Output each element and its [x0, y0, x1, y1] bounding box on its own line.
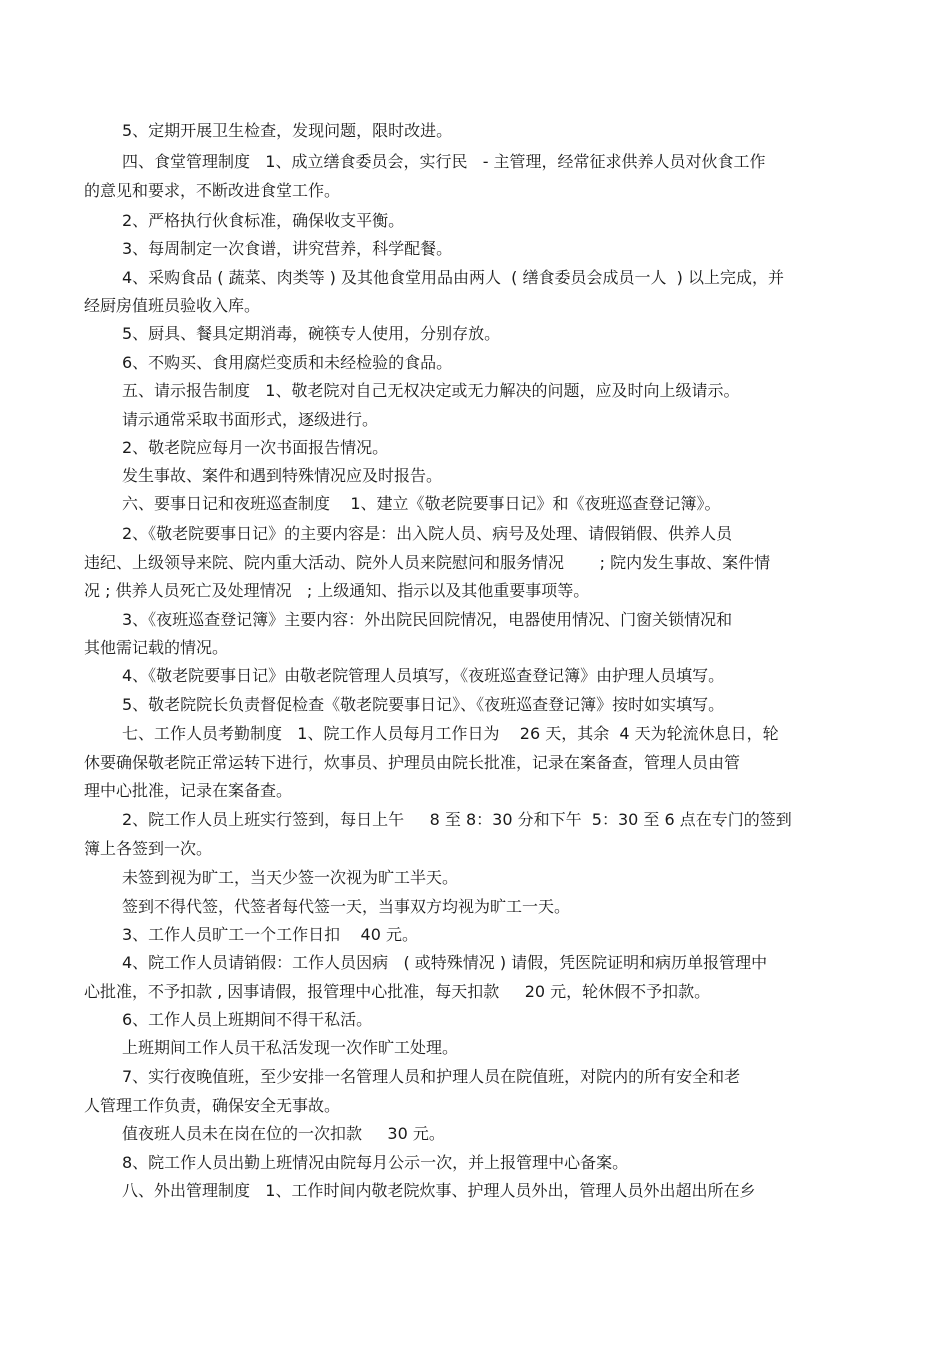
text-line: 2、《敬老院要事日记》的主要内容是：出入院人员、病号及处理、请假销假、供养人员	[122, 524, 733, 543]
text-line: 2、院工作人员上班实行签到，每日上午 8 至 8：30 分和下午 5：30 至 6 点在专门的签到	[122, 810, 792, 829]
text-line: 6、工作人员上班期间不得干私活。	[122, 1010, 373, 1029]
text-line: 签到不得代签，代签者每代签一天，当事双方均视为旷工一天。	[122, 897, 571, 916]
text-line: 六、要事日记和夜班巡查制度 1、建立《敬老院要事日记》和《夜班巡查登记簿》。	[122, 494, 721, 513]
text-line: 簿上各签到一次。	[84, 839, 213, 858]
text-line: 2、敬老院应每月一次书面报告情况。	[122, 438, 389, 457]
text-line: 8、院工作人员出勤上班情况由院每月公示一次，并上报管理中心备案。	[122, 1153, 629, 1172]
text-line: 休要确保敬老院正常运转下进行，炊事员、护理员由院长批准，记录在案备查，管理人员由管	[84, 753, 741, 772]
text-line: 请示通常采取书面形式，逐级进行。	[122, 410, 379, 429]
text-line: 3、每周制定一次食谱，讲究营养，科学配餐。	[122, 239, 453, 258]
text-line: 四、食堂管理制度 1、成立缮食委员会，实行民 - 主管理，经常征求供养人员对伙食工作	[122, 152, 766, 171]
text-line: 5、定期开展卫生检查，发现问题，限时改进。	[122, 121, 453, 140]
text-line: 3、《夜班巡查登记簿》主要内容：外出院民回院情况，电器使用情况、门窗关锁情况和	[122, 610, 733, 629]
text-line: 3、工作人员旷工一个工作日扣 40 元。	[122, 925, 418, 944]
text-line: 发生事故、案件和遇到特殊情况应及时报告。	[122, 466, 443, 485]
text-line: 2、严格执行伙食标准，确保收支平衡。	[122, 211, 405, 230]
text-line: 况 ; 供养人员死亡及处理情况 ; 上级通知、指示以及其他重要事项等。	[84, 581, 590, 600]
text-line: 6、不购买、食用腐烂变质和未经检验的食品。	[122, 353, 453, 372]
text-line: 人管理工作负责，确保安全无事故。	[84, 1096, 341, 1115]
text-line: 违纪、上级领导来院、院内重大活动、院外人员来院慰问和服务情况 ; 院内发生事故、案件情	[84, 553, 771, 572]
text-line: 八、外出管理制度 1、工作时间内敬老院炊事、护理人员外出，管理人员外出超出所在乡	[122, 1181, 756, 1200]
text-line: 七、工作人员考勤制度 1、院工作人员每月工作日为 26 天，其余 4 天为轮流休息日，轮	[122, 724, 779, 743]
text-line: 上班期间工作人员干私活发现一次作旷工处理。	[122, 1038, 459, 1057]
text-line: 五、请示报告制度 1、敬老院对自己无权决定或无力解决的问题，应及时向上级请示。	[122, 381, 740, 400]
text-line: 的意见和要求，不断改进食堂工作。	[84, 181, 341, 200]
text-line: 7、实行夜晚值班，至少安排一名管理人员和护理人员在院值班，对院内的所有安全和老	[122, 1067, 741, 1086]
text-line: 其他需记载的情况。	[84, 638, 229, 657]
text-line: 5、厨具、餐具定期消毒，碗筷专人使用，分别存放。	[122, 324, 501, 343]
text-line: 4、院工作人员请销假：工作人员因病 ( 或特殊情况 ) 请假，凭医院证明和病历单报管理中	[122, 953, 768, 972]
text-line: 经厨房值班员验收入库。	[84, 296, 261, 315]
text-line: 值夜班人员未在岗在位的一次扣款 30 元。	[122, 1124, 445, 1143]
text-line: 5、敬老院院长负责督促检查《敬老院要事日记》、《夜班巡查登记簿》按时如实填写。	[122, 695, 725, 714]
text-line: 未签到视为旷工，当天少签一次视为旷工半天。	[122, 868, 459, 887]
text-line: 理中心批准，记录在案备查。	[84, 781, 293, 800]
text-line: 4、《敬老院要事日记》由敬老院管理人员填写，《夜班巡查登记簿》由护理人员填写。	[122, 666, 725, 685]
text-line: 4、采购食品 ( 蔬菜、肉类等 ) 及其他食堂用品由两人 ( 缮食委员会成员一人 ) 以上完成，并	[122, 268, 785, 287]
text-line: 心批准，不予扣款 , 因事请假，报管理中心批准，每天扣款 20 元，轮休假不予扣款。	[84, 982, 711, 1001]
